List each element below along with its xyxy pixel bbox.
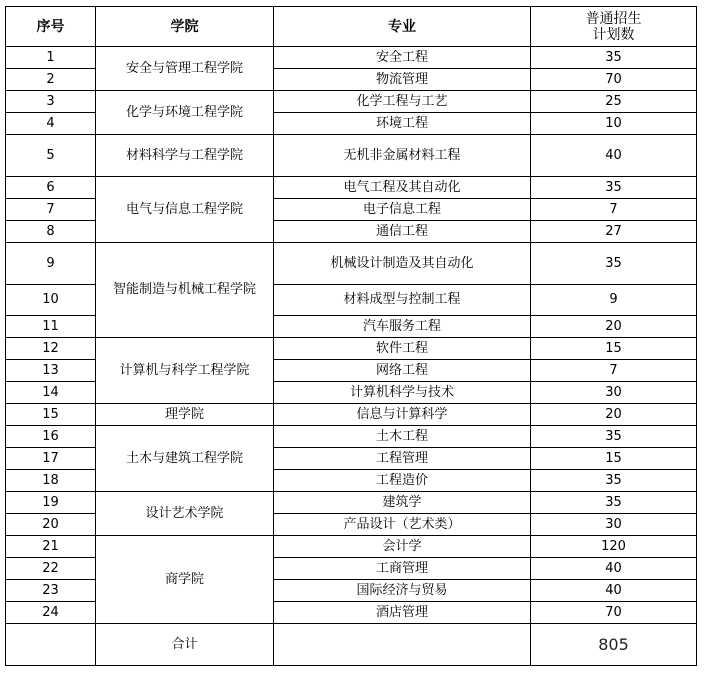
total-label: 合计 [96,624,274,666]
row-quota: 20 [531,404,697,426]
table-row [6,91,697,113]
row-college-text: 智能制造与机械工程学院 [112,282,256,297]
row-major: 工程管理 [274,448,531,470]
row-index: 1 [6,47,96,69]
row-college: 设计艺术学院 [96,492,274,536]
total-row [6,624,697,666]
header-quota-line1: 普通招生 [585,10,642,27]
row-quota: 35 [531,243,697,285]
table-row [6,47,697,69]
row-major: 产品设计（艺术类） [274,514,531,536]
row-index: 8 [6,221,96,243]
row-quota: 35 [531,177,697,199]
row-quota: 120 [531,536,697,558]
row-major: 材料成型与控制工程 [274,285,531,316]
row-college: 计算机与科学工程学院 [96,338,274,404]
row-major: 国际经济与贸易 [274,580,531,602]
row-quota: 20 [531,316,697,338]
row-quota: 25 [531,91,697,113]
row-index: 18 [6,470,96,492]
row-quota: 40 [531,135,697,177]
row-major: 计算机科学与技术 [274,382,531,404]
row-major: 电子信息工程 [274,199,531,221]
header-index: 序号 [6,7,96,47]
row-major: 建筑学 [274,492,531,514]
row-quota: 15 [531,338,697,360]
header-quota [531,7,697,47]
row-index: 5 [6,135,96,177]
row-index: 13 [6,360,96,382]
row-quota: 7 [531,360,697,382]
row-quota: 70 [531,69,697,91]
row-index: 10 [6,285,96,316]
row-index: 17 [6,448,96,470]
row-index: 15 [6,404,96,426]
row-index: 7 [6,199,96,221]
row-quota: 35 [531,47,697,69]
row-major: 酒店管理 [274,602,531,624]
row-quota: 27 [531,221,697,243]
row-quota: 40 [531,580,697,602]
total-value: 805 [531,624,697,666]
header-major: 专业 [274,7,531,47]
row-college: 材料科学与工程学院 [96,135,274,177]
table-row [6,135,697,177]
row-index: 23 [6,580,96,602]
row-major: 机械设计制造及其自动化 [274,243,531,285]
row-major: 网络工程 [274,360,531,382]
table-row [6,243,697,285]
row-major: 会计学 [274,536,531,558]
row-major: 汽车服务工程 [274,316,531,338]
enrollment-plan-table [5,6,697,666]
row-major: 环境工程 [274,113,531,135]
row-major: 安全工程 [274,47,531,69]
row-quota: 7 [531,199,697,221]
row-college [96,243,274,338]
row-college: 商学院 [96,536,274,624]
row-quota: 35 [531,492,697,514]
row-quota: 15 [531,448,697,470]
header-college: 学院 [96,7,274,47]
table-row [6,426,697,448]
row-quota: 30 [531,382,697,404]
row-major: 土木工程 [274,426,531,448]
row-index: 12 [6,338,96,360]
row-quota: 70 [531,602,697,624]
total-major-cell [274,624,531,666]
row-college: 安全与管理工程学院 [96,47,274,91]
row-index: 24 [6,602,96,624]
row-index: 11 [6,316,96,338]
row-quota: 40 [531,558,697,580]
row-index: 14 [6,382,96,404]
header-row [6,7,697,47]
row-major: 无机非金属材料工程 [274,135,531,177]
row-index: 22 [6,558,96,580]
row-college: 土木与建筑工程学院 [96,426,274,492]
row-major: 软件工程 [274,338,531,360]
row-index: 4 [6,113,96,135]
table-row [6,492,697,514]
row-major: 物流管理 [274,69,531,91]
row-index: 3 [6,91,96,113]
row-quota: 30 [531,514,697,536]
row-index: 21 [6,536,96,558]
table-row [6,338,697,360]
row-index: 6 [6,177,96,199]
table-row [6,536,697,558]
row-quota: 35 [531,470,697,492]
row-index: 9 [6,243,96,285]
row-college: 电气与信息工程学院 [96,177,274,243]
total-index-cell [6,624,96,666]
row-index: 2 [6,69,96,91]
row-college: 化学与环境工程学院 [96,91,274,135]
row-index: 20 [6,514,96,536]
row-major: 通信工程 [274,221,531,243]
row-major: 工程造价 [274,470,531,492]
row-college: 理学院 [96,404,274,426]
table-row [6,177,697,199]
row-major: 信息与计算科学 [274,404,531,426]
row-major: 化学工程与工艺 [274,91,531,113]
row-quota: 35 [531,426,697,448]
header-quota-line2: 计划数 [592,26,635,43]
row-major: 电气工程及其自动化 [274,177,531,199]
table-row [6,404,697,426]
row-quota: 9 [531,285,697,316]
row-index: 19 [6,492,96,514]
row-index: 16 [6,426,96,448]
row-quota: 10 [531,113,697,135]
row-major: 工商管理 [274,558,531,580]
